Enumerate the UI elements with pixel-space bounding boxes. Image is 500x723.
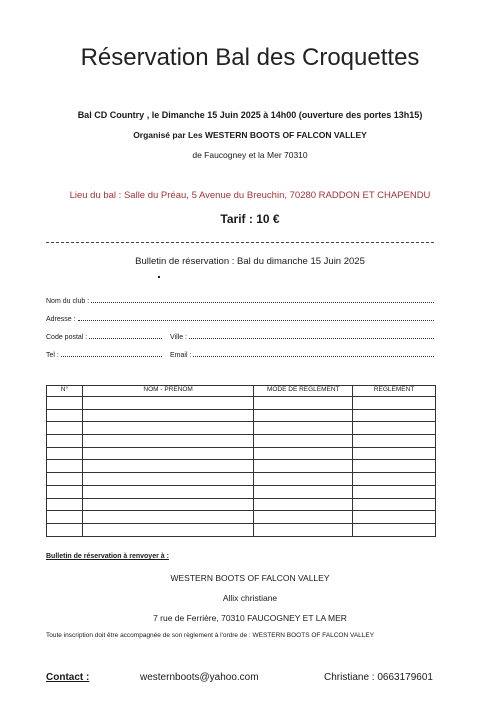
- phone-field[interactable]: [46, 350, 162, 359]
- stray-mark: [158, 276, 160, 278]
- table-row: [47, 460, 436, 473]
- table-cell[interactable]: [82, 422, 253, 435]
- table-body: [47, 397, 436, 537]
- table-cell[interactable]: [82, 447, 253, 460]
- return-org: WESTERN BOOTS OF FALCON VALLEY: [170, 573, 330, 583]
- header-payment-mode: MODE DE REGLEMENT: [254, 386, 353, 397]
- table-row: [47, 447, 436, 460]
- table-row: [47, 397, 436, 410]
- table-cell[interactable]: [47, 498, 83, 511]
- table-cell[interactable]: [254, 397, 353, 410]
- bulletin-title: Bulletin de réservation : Bal du dimanche 15 Juin 2025: [135, 256, 365, 267]
- header-payment: REGLEMENT: [353, 386, 436, 397]
- contact-phone: Christiane : 0663179601: [324, 672, 433, 683]
- return-address: 7 rue de Ferrière, 70310 FAUCOGNEY ET LA MER: [153, 613, 347, 623]
- table-row: [47, 409, 436, 422]
- table-cell[interactable]: [254, 422, 353, 435]
- table-cell[interactable]: [353, 409, 436, 422]
- table-header-row: [47, 386, 436, 397]
- venue-line: Lieu du bal : Salle du Préau, 5 Avenue du Breuchin, 70280 RADDON ET CHAPENDU: [69, 190, 431, 201]
- table-cell[interactable]: [254, 447, 353, 460]
- organizer-city: de Faucogney et la Mer 70310: [192, 150, 308, 160]
- postal-label: Code postal :: [46, 334, 88, 341]
- contact-label: Contact :: [46, 672, 90, 683]
- table-cell[interactable]: [82, 409, 253, 422]
- table-cell[interactable]: [353, 473, 436, 486]
- table-cell[interactable]: [353, 523, 436, 536]
- reservation-table: [46, 385, 436, 537]
- table-cell[interactable]: [254, 473, 353, 486]
- table-cell[interactable]: [353, 435, 436, 448]
- email-label: Email :: [170, 352, 192, 359]
- table-cell[interactable]: [353, 485, 436, 498]
- address-field[interactable]: [46, 314, 434, 323]
- table-cell[interactable]: [47, 422, 83, 435]
- table-row: [47, 498, 436, 511]
- table-cell[interactable]: [82, 498, 253, 511]
- phone-dotted-line[interactable]: [61, 350, 162, 357]
- table-cell[interactable]: [82, 485, 253, 498]
- city-label: Ville :: [170, 334, 187, 341]
- table-row: [47, 485, 436, 498]
- club-label: Nom du club :: [46, 298, 90, 305]
- table-row: [47, 435, 436, 448]
- table-cell[interactable]: [353, 498, 436, 511]
- table-cell[interactable]: [254, 485, 353, 498]
- table-cell[interactable]: [254, 523, 353, 536]
- email-dotted-line[interactable]: [193, 350, 434, 357]
- table-cell[interactable]: [353, 460, 436, 473]
- table-row: [47, 422, 436, 435]
- club-dotted-line[interactable]: [91, 296, 434, 303]
- header-name: NOM - PRENOM: [82, 386, 253, 397]
- address-label: Adresse :: [46, 316, 76, 323]
- table-cell[interactable]: [254, 435, 353, 448]
- address-dotted-line[interactable]: [78, 314, 434, 321]
- table-cell[interactable]: [353, 422, 436, 435]
- postal-field[interactable]: [46, 332, 162, 341]
- table-cell[interactable]: [353, 511, 436, 524]
- table-cell[interactable]: [82, 435, 253, 448]
- table-cell[interactable]: [353, 397, 436, 410]
- city-dotted-line[interactable]: [189, 332, 434, 339]
- table-cell[interactable]: [47, 409, 83, 422]
- contact-email[interactable]: westernboots@yahoo.com: [140, 672, 259, 683]
- table-cell[interactable]: [254, 460, 353, 473]
- phone-label: Tel :: [46, 352, 59, 359]
- table-cell[interactable]: [82, 473, 253, 486]
- table-cell[interactable]: [47, 447, 83, 460]
- email-field[interactable]: [170, 350, 434, 359]
- event-line: Bal CD Country , le Dimanche 15 Juin 2025 à 14h00 (ouverture des portes 13h15): [77, 110, 423, 120]
- return-title: Bulletin de réservation à renvoyer à :: [46, 553, 169, 560]
- table-cell[interactable]: [47, 473, 83, 486]
- table-cell[interactable]: [47, 523, 83, 536]
- table-cell[interactable]: [254, 409, 353, 422]
- table-cell[interactable]: [47, 511, 83, 524]
- table-cell[interactable]: [82, 511, 253, 524]
- table-cell[interactable]: [47, 485, 83, 498]
- table-cell[interactable]: [82, 397, 253, 410]
- table-row: [47, 523, 436, 536]
- table-cell[interactable]: [47, 460, 83, 473]
- organizer-line: Organisé par Les WESTERN BOOTS OF FALCON VALLEY: [133, 130, 367, 140]
- table-row: [47, 511, 436, 524]
- table-cell[interactable]: [47, 435, 83, 448]
- table-cell[interactable]: [254, 511, 353, 524]
- header-number: N°: [47, 386, 83, 397]
- table-cell[interactable]: [82, 523, 253, 536]
- table-cell[interactable]: [353, 447, 436, 460]
- table-cell[interactable]: [47, 397, 83, 410]
- table-cell[interactable]: [82, 460, 253, 473]
- city-field[interactable]: [170, 332, 434, 341]
- payment-note: Toute inscription doit être accompagnée de son règlement à l'ordre de : WESTERN BOOTS OF FALCON VALLEY: [46, 632, 375, 639]
- page-title: Réservation Bal des Croquettes: [80, 44, 420, 71]
- table-cell[interactable]: [254, 498, 353, 511]
- table-row: [47, 473, 436, 486]
- tarif: Tarif : 10 €: [220, 212, 280, 226]
- postal-dotted-line[interactable]: [89, 332, 162, 339]
- return-person: Allix christiane: [222, 593, 278, 603]
- dashed-separator: [46, 242, 434, 243]
- club-field[interactable]: [46, 296, 434, 305]
